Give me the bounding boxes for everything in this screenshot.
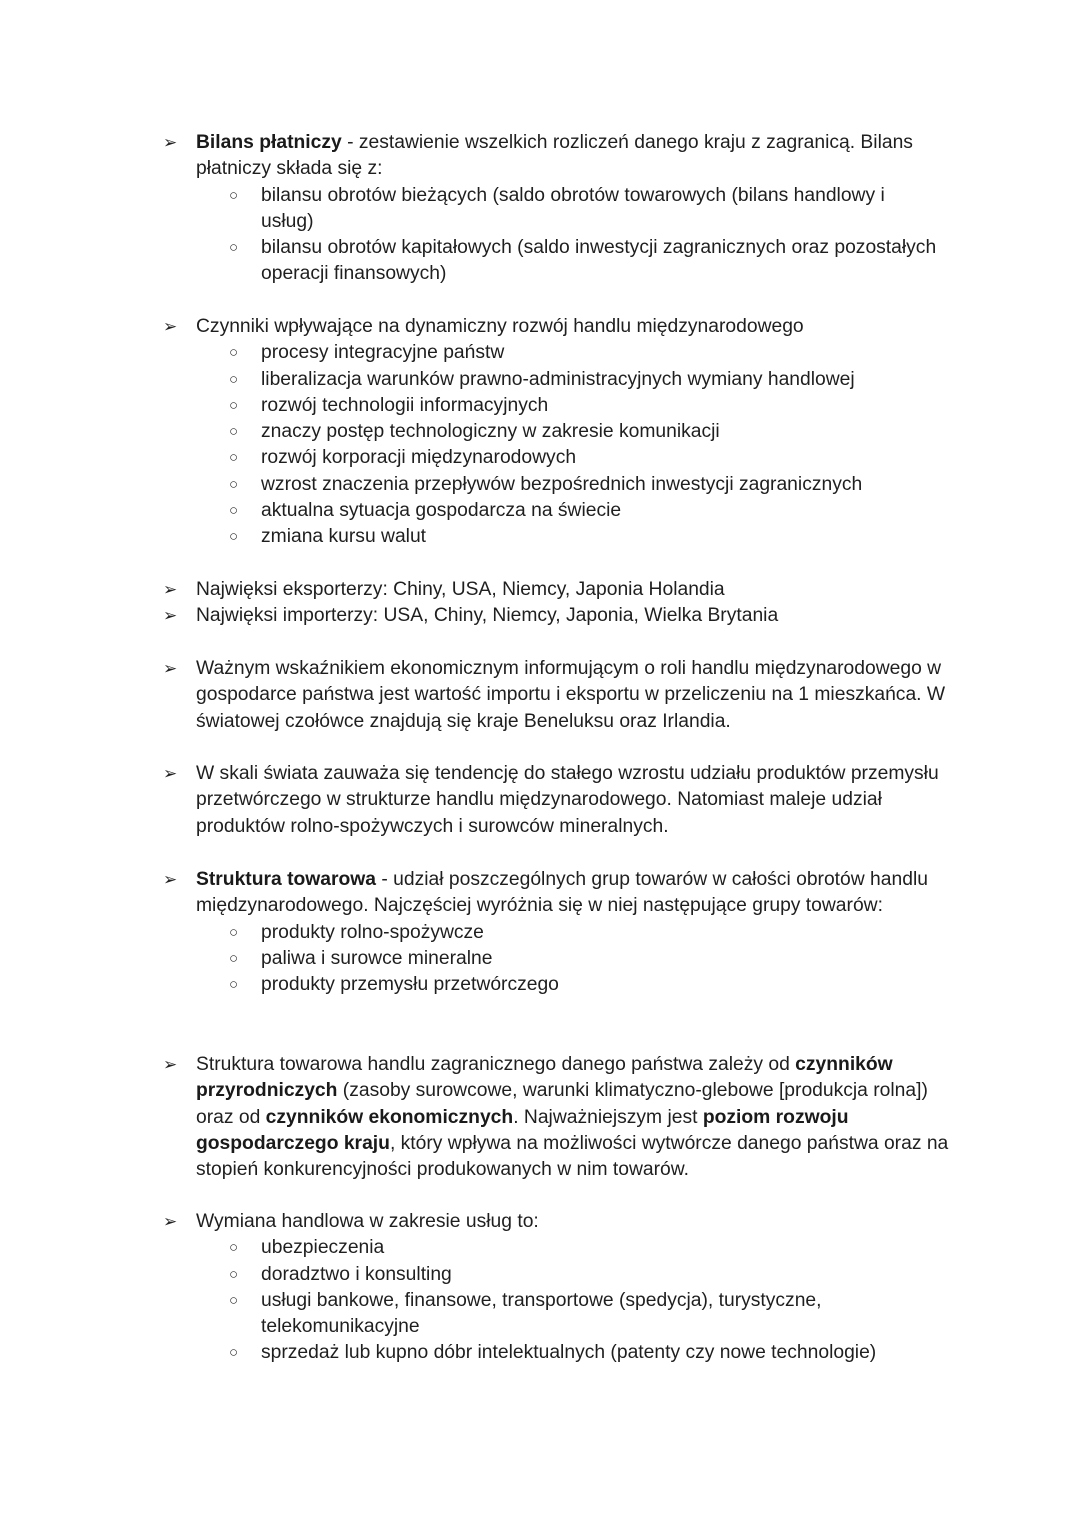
list-item: ○ wzrost znaczenia przepływów bezpośrednich inwestycji zagranicznych xyxy=(163,472,923,498)
section-lead: Struktura towarowa - udział poszczególnych grup towarów w całości obrotów handlu międzynarodowego. Najczęściej wyróżnia się w niej następujące grupy towarów: xyxy=(196,869,928,917)
arrow-bullet-icon: ➢ xyxy=(163,133,178,152)
section-lead: Czynniki wpływające na dynamiczny rozwój handlu międzynarodowego xyxy=(196,316,804,337)
circle-bullet-icon: ○ xyxy=(229,186,239,204)
circle-bullet-icon: ○ xyxy=(229,239,239,257)
list-item: ○ doradztwo i konsulting xyxy=(163,1262,923,1288)
circle-bullet-icon: ○ xyxy=(229,449,239,467)
circle-bullet-icon: ○ xyxy=(229,1239,239,1257)
section-lead: Najwięksi eksporterzy: Chiny, USA, Niemcy, Japonia Holandia xyxy=(196,579,725,600)
arrow-bullet-icon: ➢ xyxy=(163,580,178,599)
arrow-bullet-icon: ➢ xyxy=(163,1055,178,1074)
arrow-bullet-icon: ➢ xyxy=(163,317,178,336)
list-item: ○ produkty przemysłu przetwórczego xyxy=(163,972,923,998)
circle-bullet-icon: ○ xyxy=(229,396,239,414)
sub-list xyxy=(163,183,937,288)
circle-bullet-icon: ○ xyxy=(229,423,239,441)
list-item: ○ usługi bankowe, finansowe, transportowe (spedycja), turystyczne, telekomunikacyjne xyxy=(229,1289,822,1338)
list-item: ○ zmiana kursu walut xyxy=(163,524,923,550)
circle-bullet-icon: ○ xyxy=(229,1291,239,1309)
circle-bullet-icon: ○ xyxy=(229,475,239,493)
list-item: ○ produkty rolno-spożywcze xyxy=(163,920,923,946)
list-item: ○ bilansu obrotów kapitałowych (saldo inwestycji zagranicznych oraz pozostałych operacji finansowych) xyxy=(229,237,937,285)
arrow-bullet-icon: ➢ xyxy=(163,659,178,678)
circle-bullet-icon: ○ xyxy=(229,1265,239,1283)
list-item: ○ ubezpieczenia xyxy=(163,1235,923,1261)
sub-list xyxy=(163,920,923,999)
section-lead: Najwięksi importerzy: USA, Chiny, Niemcy, Japonia, Wielka Brytania xyxy=(196,605,779,626)
arrow-bullet-icon: ➢ xyxy=(163,870,178,889)
list-item: ○ paliwa i surowce mineralne xyxy=(163,946,923,972)
circle-bullet-icon: ○ xyxy=(229,976,239,994)
circle-bullet-icon: ○ xyxy=(229,949,239,967)
section-lead: Ważnym wskaźnikiem ekonomicznym informującym o roli handlu międzynarodowego w gospodarce państwa jest wartość importu i eksportu w przeliczeniu na 1 mieszkańca. W światowej czołówce znajdują się kraje Beneluksu oraz Irlandia. xyxy=(196,658,946,732)
list-item: ○ aktualna sytuacja gospodarcza na świecie xyxy=(163,498,923,524)
sub-list xyxy=(163,1235,923,1366)
circle-bullet-icon: ○ xyxy=(229,502,239,520)
circle-bullet-icon: ○ xyxy=(229,528,239,546)
circle-bullet-icon: ○ xyxy=(229,923,239,941)
list-item: ○ bilansu obrotów bieżących (saldo obrotów towarowych (bilans handlowy i usług) xyxy=(229,184,885,232)
list-item: ○ rozwój korporacji międzynarodowych xyxy=(163,445,923,471)
section-lead: Bilans płatniczy - zestawienie wszelkich rozliczeń danego kraju z zagranicą. Bilans płatniczy składa się z: xyxy=(196,132,913,180)
list-item: ○ liberalizacja warunków prawno-administracyjnych wymiany handlowej xyxy=(163,367,923,393)
circle-bullet-icon: ○ xyxy=(229,370,239,388)
arrow-bullet-icon: ➢ xyxy=(163,1212,178,1231)
circle-bullet-icon: ○ xyxy=(229,1344,239,1362)
sub-list xyxy=(163,340,923,550)
arrow-bullet-icon: ➢ xyxy=(163,606,178,625)
list-item: ○ procesy integracyjne państw xyxy=(163,340,923,366)
list-item: ○ rozwój technologii informacyjnych xyxy=(163,393,923,419)
section-lead: Struktura towarowa handlu zagranicznego danego państwa zależy od czynników przyrodniczych (zasoby surowcowe, warunki klimatyczno-glebowe [produkcja rolna]) oraz od czynników ekonomicznych. Najważniejszym jest poziom rozwoju gospodarczego kraju, który wpływa na możliwości wytwórcze danego państwa oraz na stopień konkurencyjności produkowanych w nim towarów. xyxy=(196,1054,949,1181)
section-lead: Wymiana handlowa w zakresie usług to: xyxy=(196,1211,539,1232)
list-item: ○ sprzedaż lub kupno dóbr intelektualnych (patenty czy nowe technologie) xyxy=(163,1340,923,1366)
list-item: ○ znaczy postęp technologiczny w zakresie komunikacji xyxy=(163,419,923,445)
arrow-bullet-icon: ➢ xyxy=(163,764,178,783)
circle-bullet-icon: ○ xyxy=(229,344,239,362)
section-lead: W skali świata zauważa się tendencję do stałego wzrostu udziału produktów przemysłu przetwórczego w strukturze handlu międzynarodowego. Natomiast maleje udział produktów rolno-spożywczych i surowców mineralnych. xyxy=(196,763,939,837)
